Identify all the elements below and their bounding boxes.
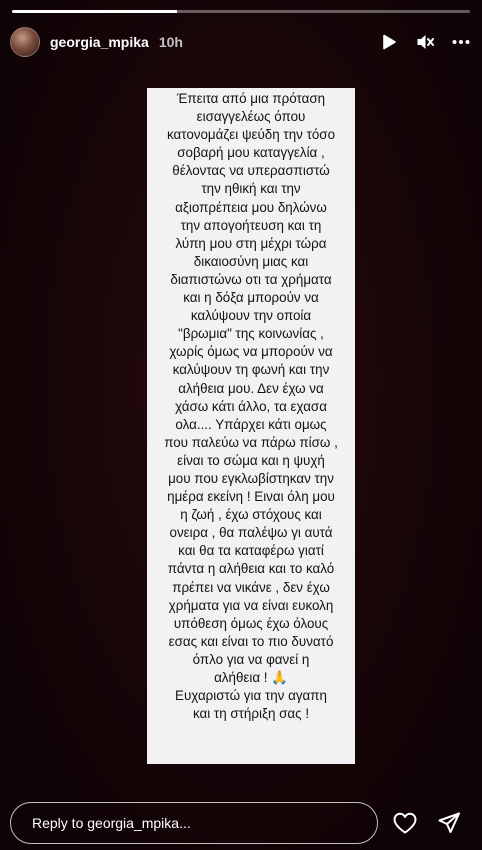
story-progress-bar <box>12 10 470 13</box>
note-line: ονειρα , θα παλέψω γι αυτά <box>169 525 333 541</box>
note-line: χάσω κάτι άλλο, τα εχασα <box>175 398 327 414</box>
note-line: χωρίς όμως να μπορούν να <box>169 344 333 360</box>
note-line: καλύψουν την οποία <box>190 308 312 324</box>
note-line: ολα.... Υπάρχει κάτι ομως <box>175 416 327 432</box>
more-options-icon <box>451 32 471 52</box>
more-options-button[interactable] <box>450 31 472 53</box>
story-note-text <box>147 88 355 723</box>
share-button[interactable] <box>436 810 462 836</box>
note-line: μου που εγκλωβίστηκαν την <box>168 470 334 486</box>
note-line: η ζωή , έχω στόχους και <box>180 507 322 523</box>
note-line: και η δόξα μπορούν να <box>183 290 319 306</box>
note-line: καλύψουν τη φωνή και την <box>172 362 330 378</box>
mute-button[interactable] <box>414 31 436 53</box>
note-line: που παλεύω να πάρω πίσω , <box>164 434 338 450</box>
note-line: την απογοήτευση και τη <box>180 217 322 233</box>
time-ago: 10h <box>158 34 183 50</box>
note-line: και θα τα καταφέρω γιατί <box>178 543 324 559</box>
heart-icon <box>392 811 418 835</box>
note-line: αλήθεια μου. Δεν έχω να <box>178 380 324 396</box>
note-line: εσας και είναι το πιο δυνατό <box>168 633 334 649</box>
note-line: πάντα η αλήθεια και το καλό <box>167 561 335 577</box>
muted-speaker-icon <box>415 32 435 52</box>
username[interactable]: georgia_mpika <box>50 34 149 50</box>
story-controls <box>378 31 472 53</box>
note-line: αλήθεια ! 🙏 <box>214 670 288 685</box>
note-line: σοβαρή μου καταγγελία , <box>177 145 325 161</box>
avatar[interactable] <box>10 27 40 57</box>
story-note-card <box>147 88 355 764</box>
play-icon <box>380 33 398 51</box>
note-line: όπλο για να φανεί η <box>192 651 310 667</box>
note-line: "βρωμια" της κοινωνίας , <box>178 326 324 342</box>
play-button[interactable] <box>378 31 400 53</box>
note-line: χρήματα για να είναι ευκολη <box>168 597 334 613</box>
story-header <box>10 26 472 58</box>
note-line: Έπειτα από μια πρόταση <box>176 91 326 106</box>
note-line: την ηθική και την <box>201 181 301 197</box>
note-line: εισαγγελέως όπου <box>196 109 306 125</box>
note-line: υπόθεση όμως έχω όλους <box>173 615 329 631</box>
note-line: αξιοπρέπεια μου δηλώνω <box>175 199 327 215</box>
note-line: Ευχαριστώ για την αγαπη <box>175 688 327 704</box>
note-line: κατονομάζει ψεύδη την τόσο <box>166 127 336 143</box>
story-progress-fill <box>12 10 177 13</box>
story-actions <box>392 810 462 836</box>
note-line: διαπιστώνω οτι τα χρήματα <box>170 271 332 287</box>
reply-input[interactable] <box>10 802 378 844</box>
note-line: και τη στήριξη σας ! <box>192 706 310 722</box>
note-line: πρέπει να νικάνε , δεν έχω <box>172 579 330 595</box>
note-line: είναι το σώμα και η ψυχή <box>177 452 325 468</box>
note-line: θέλοντας να υπερασπιστώ <box>172 163 330 179</box>
send-icon <box>437 811 461 835</box>
note-line: ημέρα εκείνη ! Ειναι όλη μου <box>167 489 335 505</box>
like-button[interactable] <box>392 810 418 836</box>
note-line: λύπη μου στη μέχρι τώρα <box>175 235 327 251</box>
note-line: δικαιοσύνη μιας και <box>193 253 309 269</box>
